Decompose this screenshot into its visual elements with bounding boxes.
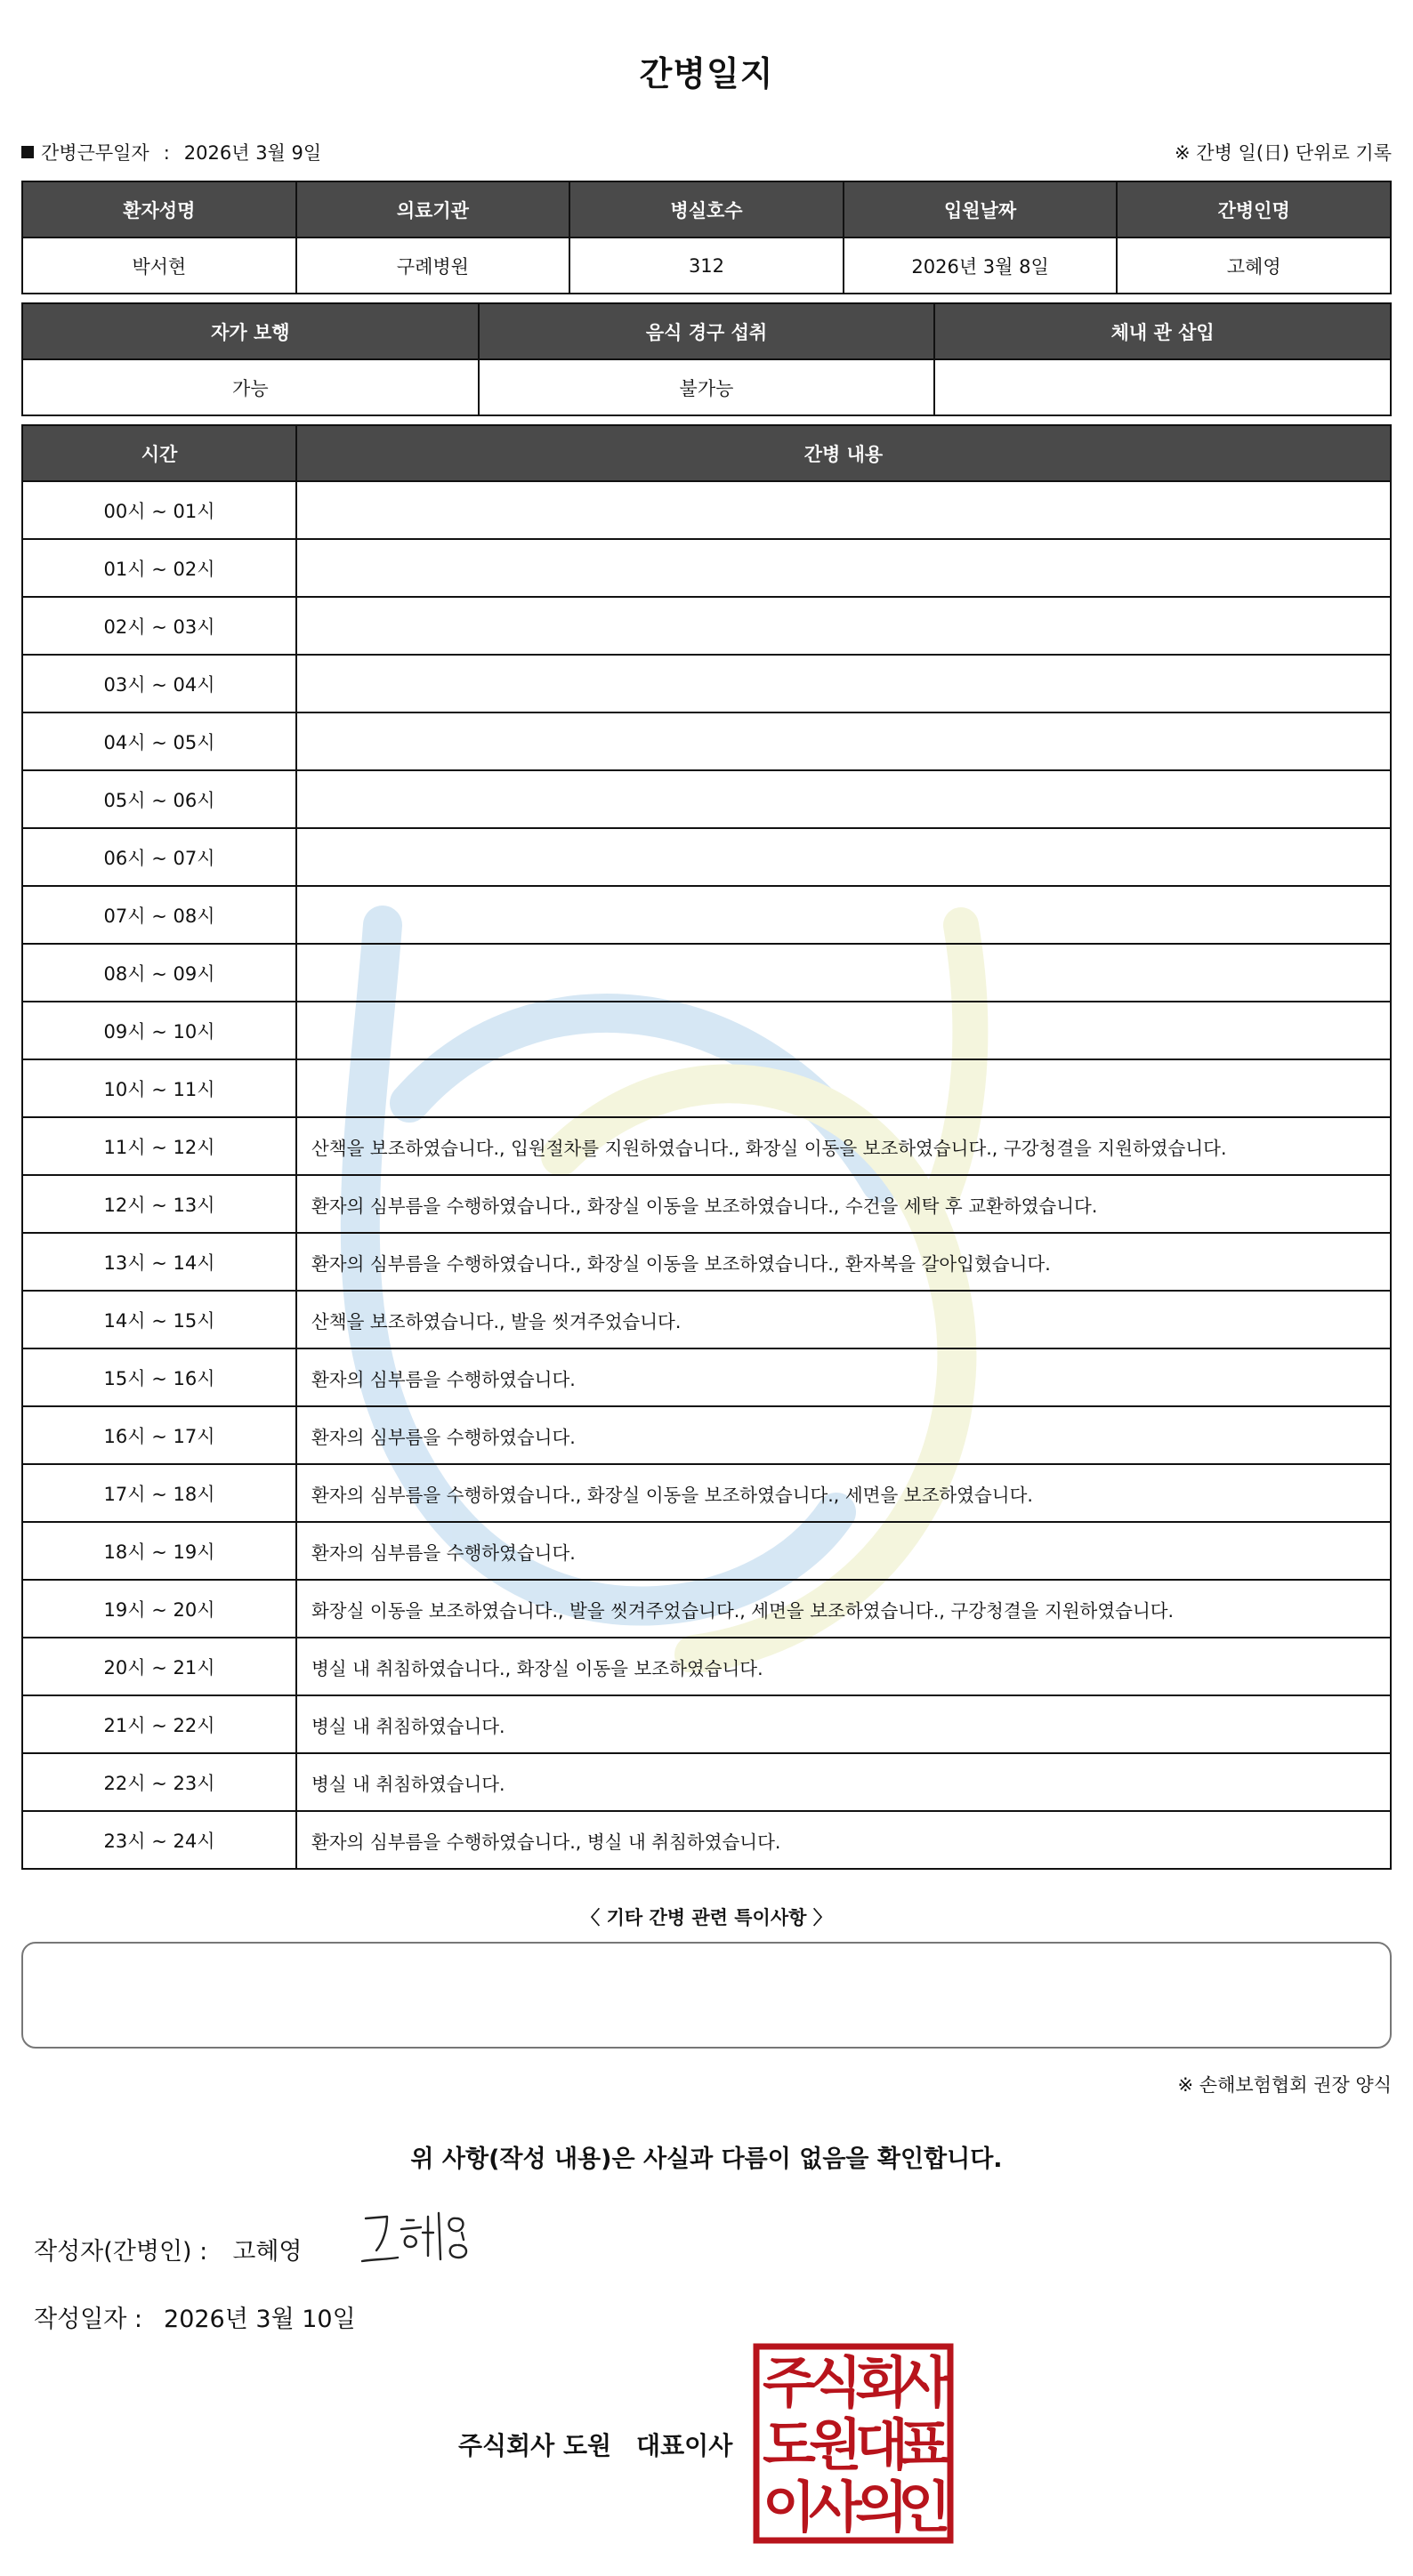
time-cell: 13시 ~ 14시 [22, 1233, 296, 1291]
table-row [22, 1406, 1391, 1464]
time-cell: 21시 ~ 22시 [22, 1695, 296, 1753]
work-date-line [21, 139, 321, 165]
table-row [22, 828, 1391, 886]
content-cell: 환자의 심부름을 수행하였습니다. [296, 1522, 1391, 1580]
table-row [22, 1117, 1391, 1175]
work-date-value: 2026년 3월 9일 [183, 142, 322, 164]
value-room-number: 312 [569, 237, 844, 294]
header-admission-date: 입원날짜 [844, 181, 1118, 237]
association-note: ※ 손해보험협회 권장 양식 [1177, 2074, 1392, 2096]
time-cell: 02시 ~ 03시 [22, 597, 296, 655]
content-cell [296, 886, 1391, 944]
value-tube-insertion [934, 359, 1391, 415]
table-row [22, 1811, 1391, 1869]
table-row [22, 1580, 1391, 1638]
svg-text:사: 사 [809, 2475, 862, 2540]
content-cell: 병실 내 취침하였습니다., 화장실 이동을 보조하였습니다. [296, 1638, 1391, 1695]
content-cell [296, 539, 1391, 597]
written-date-value: 2026년 3월 10일 [164, 2306, 356, 2333]
table-row [22, 1291, 1391, 1348]
content-cell [296, 712, 1391, 770]
company-line [458, 2427, 732, 2462]
time-cell: 08시 ~ 09시 [22, 944, 296, 1002]
time-cell: 05시 ~ 06시 [22, 770, 296, 828]
time-cell: 10시 ~ 11시 [22, 1059, 296, 1117]
header-tube-insertion: 체내 관 삽입 [934, 303, 1391, 359]
document-title: 간병일지 [639, 54, 774, 93]
content-cell: 산책을 보조하였습니다., 발을 씻겨주었습니다. [296, 1291, 1391, 1348]
content-cell: 병실 내 취침하였습니다. [296, 1695, 1391, 1753]
work-date-label: 간병근무일자 [41, 142, 149, 164]
content-cell: 환자의 심부름을 수행하였습니다., 화장실 이동을 보조하였습니다., 세면을 보조하였습니다. [296, 1464, 1391, 1522]
time-cell: 16시 ~ 17시 [22, 1406, 296, 1464]
patient-value-row [22, 237, 1391, 294]
time-cell: 12시 ~ 13시 [22, 1175, 296, 1233]
svg-text:표: 표 [898, 2412, 951, 2477]
content-cell: 환자의 심부름을 수행하였습니다., 화장실 이동을 보조하였습니다., 환자복을 갈아입혔습니다. [296, 1233, 1391, 1291]
svg-text:주: 주 [763, 2350, 816, 2415]
table-row [22, 1464, 1391, 1522]
writer-label: 작성자(간병인) : [34, 2238, 208, 2266]
content-cell: 환자의 심부름을 수행하였습니다. [296, 1406, 1391, 1464]
time-cell: 04시 ~ 05시 [22, 712, 296, 770]
content-cell: 병실 내 취침하였습니다. [296, 1753, 1391, 1811]
value-oral-intake: 불가능 [479, 359, 935, 415]
unit-note: ※ 간병 일(日) 단위로 기록 [1175, 142, 1392, 164]
ceo-title: 대표이사 [636, 2431, 733, 2460]
log-header-row [22, 425, 1391, 481]
time-cell: 14시 ~ 15시 [22, 1291, 296, 1348]
content-cell [296, 481, 1391, 539]
header-self-walking: 자가 보행 [22, 303, 479, 359]
content-cell [296, 1059, 1391, 1117]
table-row [22, 886, 1391, 944]
table-row [22, 1638, 1391, 1695]
content-cell [296, 828, 1391, 886]
table-row [22, 944, 1391, 1002]
table-row [22, 770, 1391, 828]
written-date-label: 작성일자 : [34, 2306, 143, 2333]
writer-name: 고혜영 [232, 2238, 303, 2266]
content-cell [296, 1002, 1391, 1059]
svg-text:대: 대 [855, 2412, 908, 2477]
content-cell: 환자의 심부름을 수행하였습니다., 화장실 이동을 보조하였습니다., 수건을 세탁 후 교환하였습니다. [296, 1175, 1391, 1233]
time-cell: 11시 ~ 12시 [22, 1117, 296, 1175]
work-date-colon: : [163, 142, 170, 164]
care-log-table [21, 424, 1392, 1870]
header-care-content: 간병 내용 [296, 425, 1391, 481]
special-notes-box [21, 1942, 1392, 2049]
header-room-number: 병실호수 [569, 181, 844, 237]
time-cell: 22시 ~ 23시 [22, 1753, 296, 1811]
svg-text:회: 회 [855, 2350, 908, 2415]
patient-status-table [21, 302, 1392, 416]
time-cell: 23시 ~ 24시 [22, 1811, 296, 1869]
content-cell [296, 597, 1391, 655]
patient-info-table [21, 181, 1392, 294]
value-hospital: 구례병원 [296, 237, 570, 294]
time-cell: 17시 ~ 18시 [22, 1464, 296, 1522]
table-row [22, 597, 1391, 655]
svg-text:이: 이 [763, 2475, 816, 2540]
time-cell: 01시 ~ 02시 [22, 539, 296, 597]
value-caregiver-name: 고혜영 [1117, 237, 1391, 294]
header-oral-intake: 음식 경구 섭취 [479, 303, 935, 359]
value-self-walking: 가능 [22, 359, 479, 415]
written-date-line [34, 2299, 356, 2334]
content-cell: 환자의 심부름을 수행하였습니다., 병실 내 취침하였습니다. [296, 1811, 1391, 1869]
header-patient-name: 환자성명 [22, 181, 296, 237]
time-cell: 18시 ~ 19시 [22, 1522, 296, 1580]
table-row [22, 655, 1391, 712]
time-cell: 06시 ~ 07시 [22, 828, 296, 886]
status-header-row [22, 303, 1391, 359]
time-cell: 20시 ~ 21시 [22, 1638, 296, 1695]
svg-text:사: 사 [898, 2350, 951, 2415]
value-admission-date: 2026년 3월 8일 [844, 237, 1118, 294]
square-bullet-icon [21, 146, 34, 158]
time-cell: 07시 ~ 08시 [22, 886, 296, 944]
table-row [22, 1695, 1391, 1753]
table-row [22, 1233, 1391, 1291]
header-hospital: 의료기관 [296, 181, 570, 237]
table-row [22, 539, 1391, 597]
table-row [22, 1348, 1391, 1406]
table-row [22, 1522, 1391, 1580]
svg-text:도: 도 [763, 2412, 816, 2477]
time-cell: 09시 ~ 10시 [22, 1002, 296, 1059]
time-cell: 15시 ~ 16시 [22, 1348, 296, 1406]
content-cell: 환자의 심부름을 수행하였습니다. [296, 1348, 1391, 1406]
value-patient-name: 박서현 [22, 237, 296, 294]
writer-line [34, 2232, 303, 2266]
handwritten-signature [351, 2206, 494, 2277]
svg-text:원: 원 [809, 2412, 862, 2477]
svg-text:식: 식 [809, 2350, 862, 2415]
content-cell [296, 944, 1391, 1002]
header-caregiver-name: 간병인명 [1117, 181, 1391, 237]
time-cell: 00시 ~ 01시 [22, 481, 296, 539]
status-value-row [22, 359, 1391, 415]
table-row [22, 1753, 1391, 1811]
content-cell: 산책을 보조하였습니다., 입원절차를 지원하였습니다., 화장실 이동을 보조하였습니다., 구강청결을 지원하였습니다. [296, 1117, 1391, 1175]
notes-caption: 〈 기타 간병 관련 특이사항 〉 [581, 1907, 832, 1928]
time-cell: 03시 ~ 04시 [22, 655, 296, 712]
patient-header-row [22, 181, 1391, 237]
content-cell: 화장실 이동을 보조하였습니다., 발을 씻겨주었습니다., 세면을 보조하였습니다., 구강청결을 지원하였습니다. [296, 1580, 1391, 1638]
content-cell [296, 655, 1391, 712]
content-cell [296, 770, 1391, 828]
table-row [22, 1175, 1391, 1233]
table-row [22, 481, 1391, 539]
table-row [22, 1059, 1391, 1117]
svg-text:인: 인 [898, 2475, 951, 2540]
header-time: 시간 [22, 425, 296, 481]
time-cell: 19시 ~ 20시 [22, 1580, 296, 1638]
company-seal-stamp [753, 2343, 954, 2544]
company-name: 주식회사 도원 [458, 2431, 612, 2460]
table-row [22, 712, 1391, 770]
table-row [22, 1002, 1391, 1059]
svg-text:의: 의 [855, 2475, 908, 2540]
confirmation-statement: 위 사항(작성 내용)은 사실과 다름이 없음을 확인합니다. [410, 2145, 1003, 2173]
